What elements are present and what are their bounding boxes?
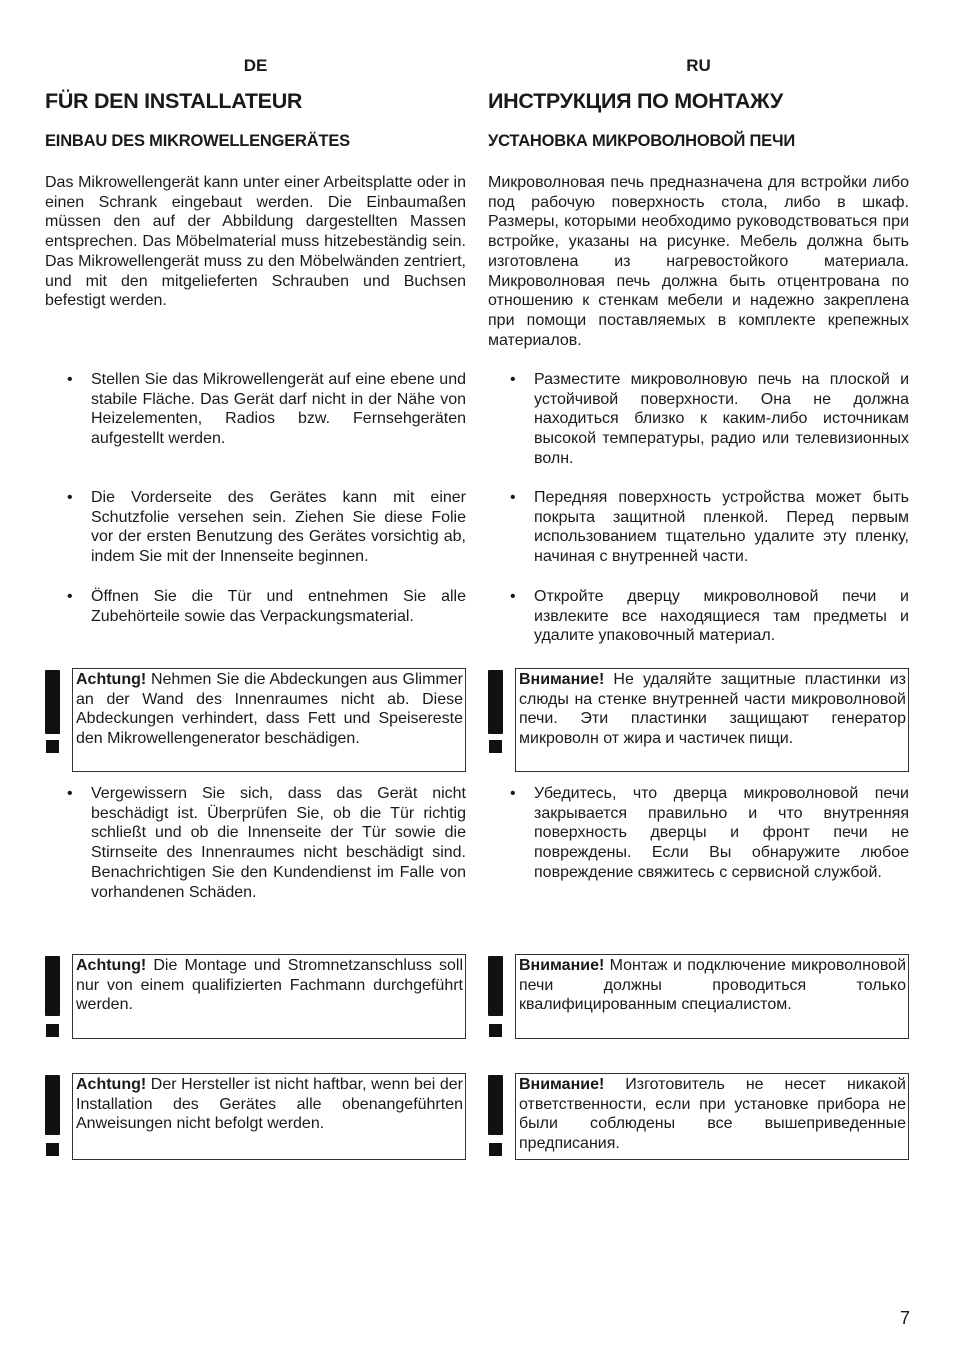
warning-block	[45, 1073, 466, 1160]
warning-block	[488, 954, 909, 1039]
warning-label: Внимание!	[519, 1076, 605, 1093]
warning-block	[45, 668, 466, 772]
warning-text: Die Montage und Stromnetzanschluss soll nur von einem qualifizierten Fachmann durchgeführt werden.	[76, 957, 463, 1014]
list-item: • Die Vorderseite des Gerätes kann mit einer Schutzfolie versehen sein. Ziehen Sie diese Folie vor der ersten Benutzung des Gerätes vorsichtig ab, indem Sie mit der Innenseite beginnen.	[67, 489, 466, 566]
section-title: ИНСТРУКЦИЯ ПО МОНТАЖУ	[488, 89, 783, 113]
warning-block	[488, 668, 909, 772]
list-item: • Vergewissern Sie sich, dass das Gerät nicht beschädigt ist. Überprüfen Sie, ob die Tür richtig schließt und ob die Innenseite der Tür sowie die Stirnseite des Innenraumes nicht beschädigt sind. Benachrichtigen Sie den Kundendienst im Falle von vorhandenen Schäden.	[67, 785, 466, 901]
list-item: • Öffnen Sie die Tür und entnehmen Sie alle Zubehörteile sowie das Verpackungsmaterial.	[67, 588, 466, 625]
column-ru	[488, 0, 909, 1350]
language-label: DE	[243, 56, 268, 75]
language-label: RU	[686, 56, 711, 75]
bullet-icon: •	[510, 785, 516, 802]
bullet-icon: •	[67, 785, 73, 802]
list-item: • Передняя поверхность устройства может быть покрыта защитной пленкой. Перед первым использованием тщательно удалите эту пленку, начиная с внутренней части.	[510, 489, 909, 566]
bullet-icon: •	[510, 489, 516, 506]
bullet-icon: •	[67, 489, 73, 506]
warning-text: Монтаж и подключение микроволновой печи должны проводиться только квалифицированным специалистом.	[519, 957, 906, 1014]
warning-text: Изготовитель не несет никакой ответственности, если при установке прибора не были соблюдены все вышеприведенные предписания.	[519, 1076, 906, 1153]
page-number: 7	[899, 1308, 910, 1328]
bullet-icon: •	[510, 588, 516, 605]
section-subtitle: УСТАНОВКА МИКРОВОЛНОВОЙ ПЕЧИ	[488, 132, 796, 150]
warning-text: Nehmen Sie die Abdeckungen aus Glimmer an der Wand des Innenraumes nicht ab. Diese Abdeckungen verhindert, dass Fett und Speisereste den Mikrowellengenerator beschädigen.	[76, 671, 463, 748]
section-subtitle: EINBAU DES MIKROWELLENGERÄTES	[45, 132, 350, 150]
warning-label: Внимание!	[519, 957, 605, 974]
column-de	[45, 0, 466, 1350]
warning-text: Не удаляйте защитные пластинки из слюды на стенке внутренней части микроволновой печи. Эти пластинки защищают генератор микроволн от жира и частичек пищи.	[519, 671, 906, 748]
intro-paragraph: Das Mikrowellengerät kann unter einer Arbeitsplatte oder in einen Schrank eingebaut werden. Die Einbaumaßen müssen den auf der Abbildung dargestellten Massen entsprechen. Das Möbelmaterial muss hitzebeständig sein. Das Mikrowellengerät muss zu den Möbelwänden zentriert, und mit den mitgelieferten Schrauben und Buchsen befestigt werden.	[45, 174, 466, 310]
warning-label: Achtung!	[76, 671, 147, 688]
warning-box	[72, 668, 466, 772]
warning-label: Achtung!	[76, 957, 147, 974]
warning-box	[72, 954, 466, 1039]
warning-box	[515, 954, 909, 1039]
warning-box	[72, 1073, 466, 1160]
list-item: • Разместите микроволновую печь на плоской и устойчивой поверхности. Она не должна находиться близко к каким-либо источникам высокой температуры, радио или телевизионных волн.	[510, 371, 909, 467]
warning-box	[515, 668, 909, 772]
warning-label: Внимание!	[519, 671, 605, 688]
bullet-icon: •	[67, 371, 73, 388]
bullet-icon: •	[67, 588, 73, 605]
list-item: • Откройте дверцу микроволновой печи и извлеките все находящиеся там предметы и удалите упаковочный материал.	[510, 588, 909, 645]
list-item: • Stellen Sie das Mikrowellengerät auf eine ebene und stabile Fläche. Das Gerät darf nicht in der Nähe von Heizelementen, Radios bzw. Fernsehgeräten aufgestellt werden.	[67, 371, 466, 448]
list-item: • Убедитесь, что дверца микроволновой печи закрывается правильно и что внутренняя поверхность дверцы и фронт печи не повреждены. Если Вы обнаружите любое повреждение свяжитесь с сервисной службой.	[510, 785, 909, 881]
warning-block	[45, 954, 466, 1039]
warning-block	[488, 1073, 909, 1160]
intro-paragraph: Микроволновая печь предназначена для встройки либо под рабочую поверхность стола, либо в шкаф. Размеры, которыми необходимо руководствоваться при встройке, указаны на рисунке. Мебель должна быть изготовлена из нагревостойкого материала. Микроволновая печь должна быть отцентрована по отношению к стенкам мебели и надежно закреплена при помощи поставляемых в комплекте крепежных материалов.	[488, 174, 909, 349]
warning-box	[515, 1073, 909, 1160]
section-title: FÜR DEN INSTALLATEUR	[45, 89, 303, 113]
warning-label: Achtung!	[76, 1076, 147, 1093]
warning-text: Der Hersteller ist nicht haftbar, wenn bei der Installation des Gerätes alle obenangeführten Anweisungen nicht befolgt werden.	[76, 1076, 463, 1133]
bullet-icon: •	[510, 371, 516, 388]
